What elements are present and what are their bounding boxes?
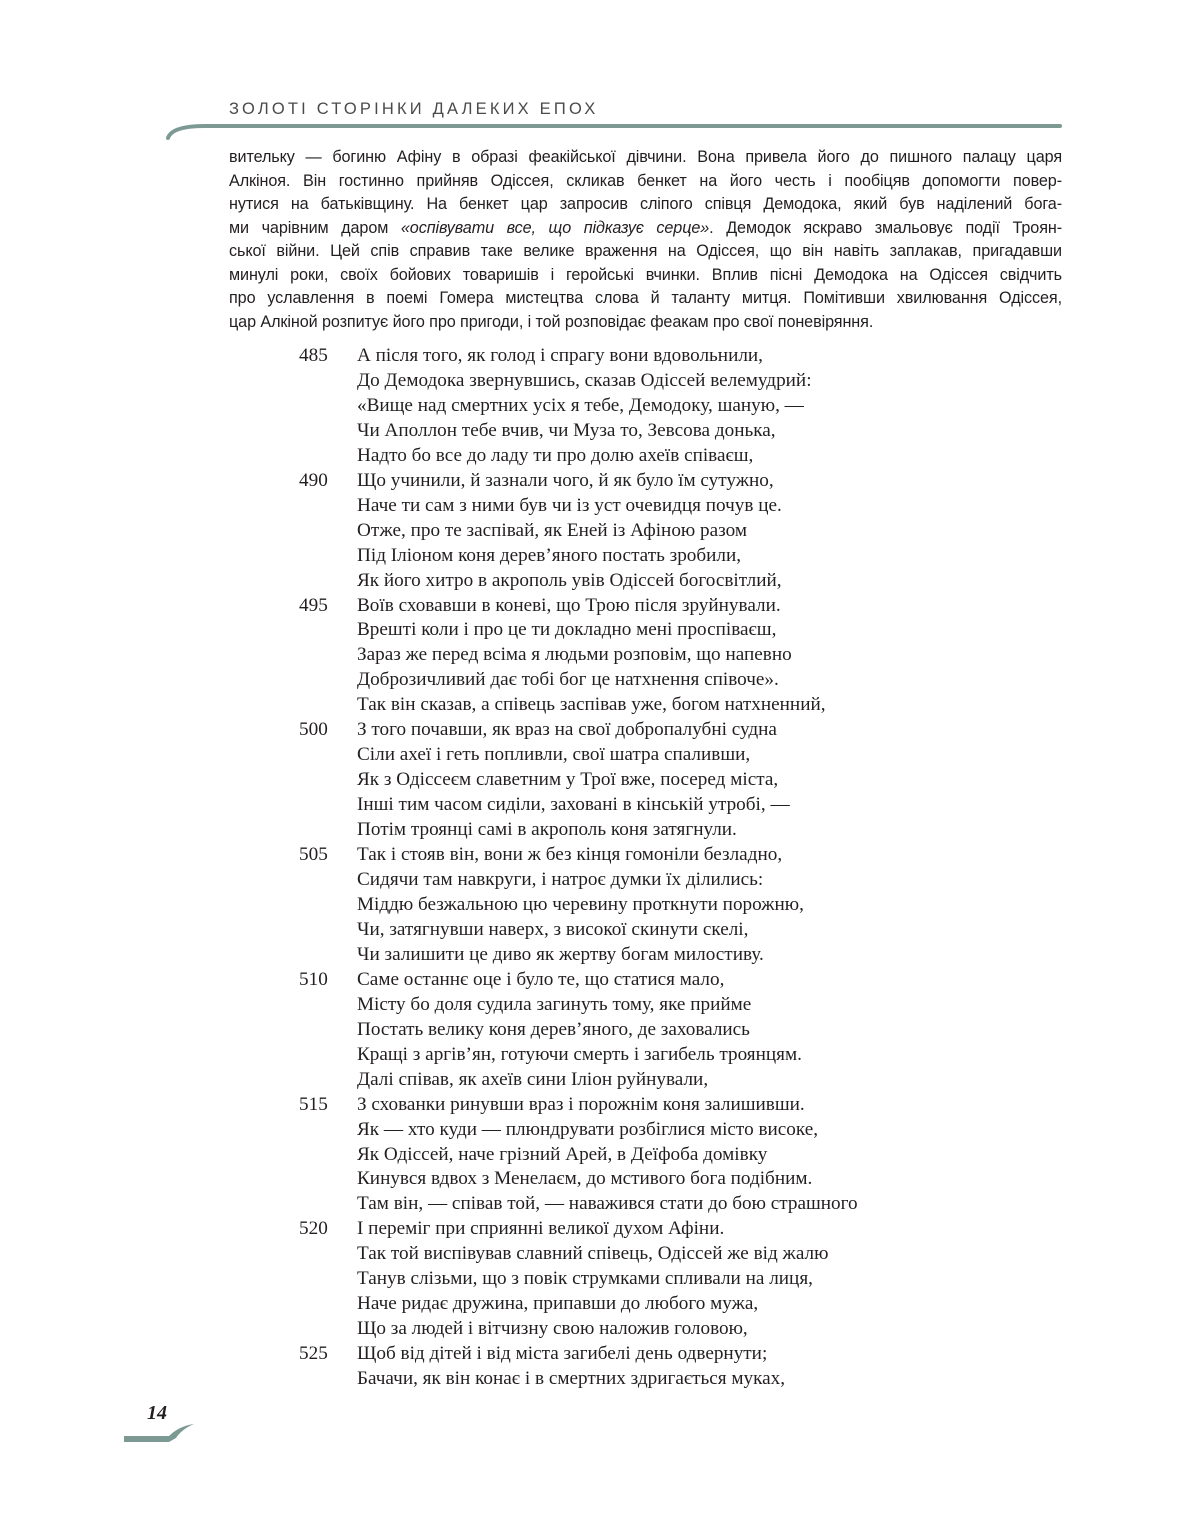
verse-line <box>299 1242 999 1267</box>
verse-line <box>299 818 999 843</box>
verse-line <box>299 519 999 544</box>
verse-text: Потім троянці самі в акрополь коня затягнули. <box>357 819 737 841</box>
verse-line <box>299 918 999 943</box>
line-number: 495 <box>299 594 328 616</box>
prose-segment: вительку — богиню Афіну в образі феакійської дівчини. Вона привела його до пишного палацу царя <box>229 148 1062 166</box>
verse-text: Зараз же перед всіма я людьми розповім, що напевно <box>357 644 792 666</box>
prose-line <box>229 217 1062 241</box>
line-number: 500 <box>299 719 328 741</box>
verse-line <box>299 1093 999 1118</box>
verse-line <box>299 1143 999 1168</box>
verse-line <box>299 893 999 918</box>
verse-text: Постать велику коня дерев’яного, де заховались <box>357 1018 750 1040</box>
verse-text: А після того, як голод і спрагу вони вдовольнили, <box>357 345 763 366</box>
verse-text: Кращі з аргів’ян, готуючи смерть і загибель троянцям. <box>357 1043 802 1065</box>
verse-text: Міддю безжальною цю черевину проткнути порожню, <box>357 893 804 915</box>
verse-text: І переміг при сприянні великої духом Афіни. <box>357 1218 725 1240</box>
verse-text: Наче ридає дружина, припавши до любого мужа, <box>357 1293 759 1315</box>
line-number: 505 <box>299 844 328 866</box>
verse-text: Що учинили, й зазнали чого, й як було їм сутужно, <box>357 469 774 491</box>
verse-line <box>299 943 999 968</box>
verse-line <box>299 1342 999 1367</box>
verse-text: Чи залишити це диво як жертву богам милостиву. <box>357 943 764 965</box>
prose-line <box>229 240 1062 264</box>
verse-text: Врешті коли і про це ти докладно мені проспіваєш, <box>357 619 777 641</box>
verse-text: Інші тим часом сиділи, заховані в кінській утробі, — <box>357 794 790 816</box>
verse-line <box>299 1217 999 1242</box>
verse-text: До Демодока звернувшись, сказав Одіссей велемудрий: <box>357 369 812 391</box>
prose-text <box>229 146 1062 334</box>
verse-text: Чи Аполлон тебе вчив, чи Муза то, Зевсова донька, <box>357 419 776 441</box>
verse-text: Як з Одіссеєм славетним у Трої вже, посеред міста, <box>357 769 779 791</box>
poem-block <box>299 344 999 1392</box>
verse-line <box>299 743 999 768</box>
verse-line <box>299 1043 999 1068</box>
verse-text: Так він сказав, а співець заспівав уже, богом натхненний, <box>357 694 826 716</box>
verse-line <box>299 968 999 993</box>
verse-text: Бачачи, як він конає і в смертних здригається муках, <box>357 1368 786 1390</box>
line-number: 520 <box>299 1218 328 1240</box>
verse-text: Так і стояв він, вони ж без кінця гомоніли безладно, <box>357 844 783 866</box>
prose-line <box>229 287 1062 311</box>
verse-line <box>299 793 999 818</box>
verse-text: Танув слізьми, що з повік струмками спливали на лиця, <box>357 1268 813 1290</box>
verse-text: Сидячи там навкруги, і натроє думки їх ділились: <box>357 869 764 891</box>
verse-line <box>299 369 999 394</box>
verse-line <box>299 469 999 494</box>
prose-segment: минулі роки, своїх бойових товаришів і геройські вчинки. Вплив пісні Демодока на Одіссея свідчить <box>229 265 1062 284</box>
verse-text: Кинувся вдвох з Менелаєм, до мстивого бога подібним. <box>357 1168 813 1190</box>
verse-line <box>299 1118 999 1143</box>
prose-segment: цар Алкіной розпитує його про пригоди, і той розповідає феакам про свої поневіряння. <box>229 312 874 331</box>
verse-line <box>299 1167 999 1192</box>
verse-line <box>299 1267 999 1292</box>
verse-text: Чи, затягнувши наверх, з високої скинути скелі, <box>357 918 749 940</box>
verse-line <box>299 1292 999 1317</box>
verse-text: Місту бо доля судила загинуть тому, яке прийме <box>357 993 752 1015</box>
prose-quote: «оспівувати все, що підказує серце» <box>400 218 710 237</box>
line-number: 490 <box>299 469 328 491</box>
verse-line <box>299 569 999 594</box>
verse-line <box>299 419 999 444</box>
prose-line <box>229 264 1062 288</box>
verse-text: Під Іліоном коня дерев’яного постать зробили, <box>357 544 742 566</box>
verse-line <box>299 693 999 718</box>
verse-text: Як Одіссей, наче грізний Арей, в Деїфоба домівку <box>357 1143 768 1165</box>
prose-segment: . Демодок яскраво змальовує події Троян- <box>709 218 1063 237</box>
verse-text: Отже, про те заспівай, як Еней із Афіною разом <box>357 519 747 541</box>
verse-text: Сіли ахеї і геть попливли, свої шатра спаливши, <box>357 744 751 766</box>
prose-segment: Алкіноя. Він гостинно прийняв Одіссея, скликав бенкет на його честь і пообіцяв допомогти повер- <box>229 171 1062 190</box>
prose-segment: про уславлення в поемі Гомера мистецтва слова й таланту митця. Помітивши хвилювання Одіссея, <box>229 289 1062 307</box>
line-number: 510 <box>299 968 328 990</box>
verse-line <box>299 718 999 743</box>
prose-segment: нутися на батьківщину. На бенкет цар запросив сліпого співця Демодока, який був наділений бога- <box>229 195 1062 213</box>
running-title: ЗОЛОТІ СТОРІНКИ ДАЛЕКИХ ЕПОХ <box>229 100 599 118</box>
line-number: 485 <box>299 345 328 366</box>
verse-text: Як його хитро в акрополь увів Одіссей богосвітлий, <box>357 569 782 591</box>
verse-text: Як — хто куди — плюндрувати розбіглися місто високе, <box>357 1118 819 1140</box>
line-number: 525 <box>299 1343 328 1365</box>
verse-text: Так той виспівував славний співець, Одіссей же від жалю <box>357 1243 829 1265</box>
verse-line <box>299 768 999 793</box>
verse-line <box>299 1068 999 1093</box>
verse-text: «Вище над смертних усіх я тебе, Демодоку, шаную, — <box>357 394 804 416</box>
verse-line <box>299 494 999 519</box>
verse-line <box>299 643 999 668</box>
verse-line <box>299 394 999 419</box>
verse-line <box>299 544 999 569</box>
verse-line <box>299 618 999 643</box>
verse-text: Далі співав, як ахеїв сини Іліон руйнували, <box>357 1068 709 1090</box>
verse-text: Щоб від дітей і від міста загибелі день одвернути; <box>357 1343 768 1365</box>
verse-line <box>299 868 999 893</box>
verse-text: З того почавши, як враз на свої добропалубні судна <box>357 719 777 741</box>
verse-text: Саме останнє оце і було те, що статися мало, <box>357 968 725 990</box>
prose-line <box>229 193 1062 217</box>
page-number: 14 <box>147 1402 167 1424</box>
verse-line <box>299 1367 999 1392</box>
prose-line <box>229 146 1062 170</box>
prose-segment: ської війни. Цей спів справив таке велике враження на Одіссея, що він навіть заплакав, пригадавши <box>229 242 1062 260</box>
verse-line <box>299 444 999 469</box>
verse-line <box>299 993 999 1018</box>
verse-line <box>299 843 999 868</box>
verse-text: З схованки ринувши враз і порожнім коня залишивши. <box>357 1093 805 1115</box>
verse-line <box>299 344 999 369</box>
verse-text: Доброзичливий дає тобі бог це натхнення співоче». <box>357 669 779 691</box>
verse-text: Там він, — співав той, — наважився стати до бою страшного <box>357 1193 858 1215</box>
verse-line <box>299 1018 999 1043</box>
verse-text: Надто бо все до ладу ти про долю ахеїв співаєш, <box>357 444 754 466</box>
verse-line <box>299 668 999 693</box>
line-number: 515 <box>299 1093 328 1115</box>
footer-ornament <box>124 1420 196 1450</box>
prose-line <box>229 311 1062 335</box>
verse-line <box>299 1317 999 1342</box>
prose-segment: ми чарівним даром <box>229 218 401 237</box>
verse-text: Наче ти сам з ними був чи із уст очевидця почув це. <box>357 494 782 516</box>
verse-line <box>299 1192 999 1217</box>
prose-line <box>229 170 1062 194</box>
verse-text: Воїв сховавши в коневі, що Трою після зруйнували. <box>357 594 781 616</box>
verse-text: Що за людей і вітчизну свою наложив головою, <box>357 1318 748 1340</box>
verse-line <box>299 594 999 619</box>
